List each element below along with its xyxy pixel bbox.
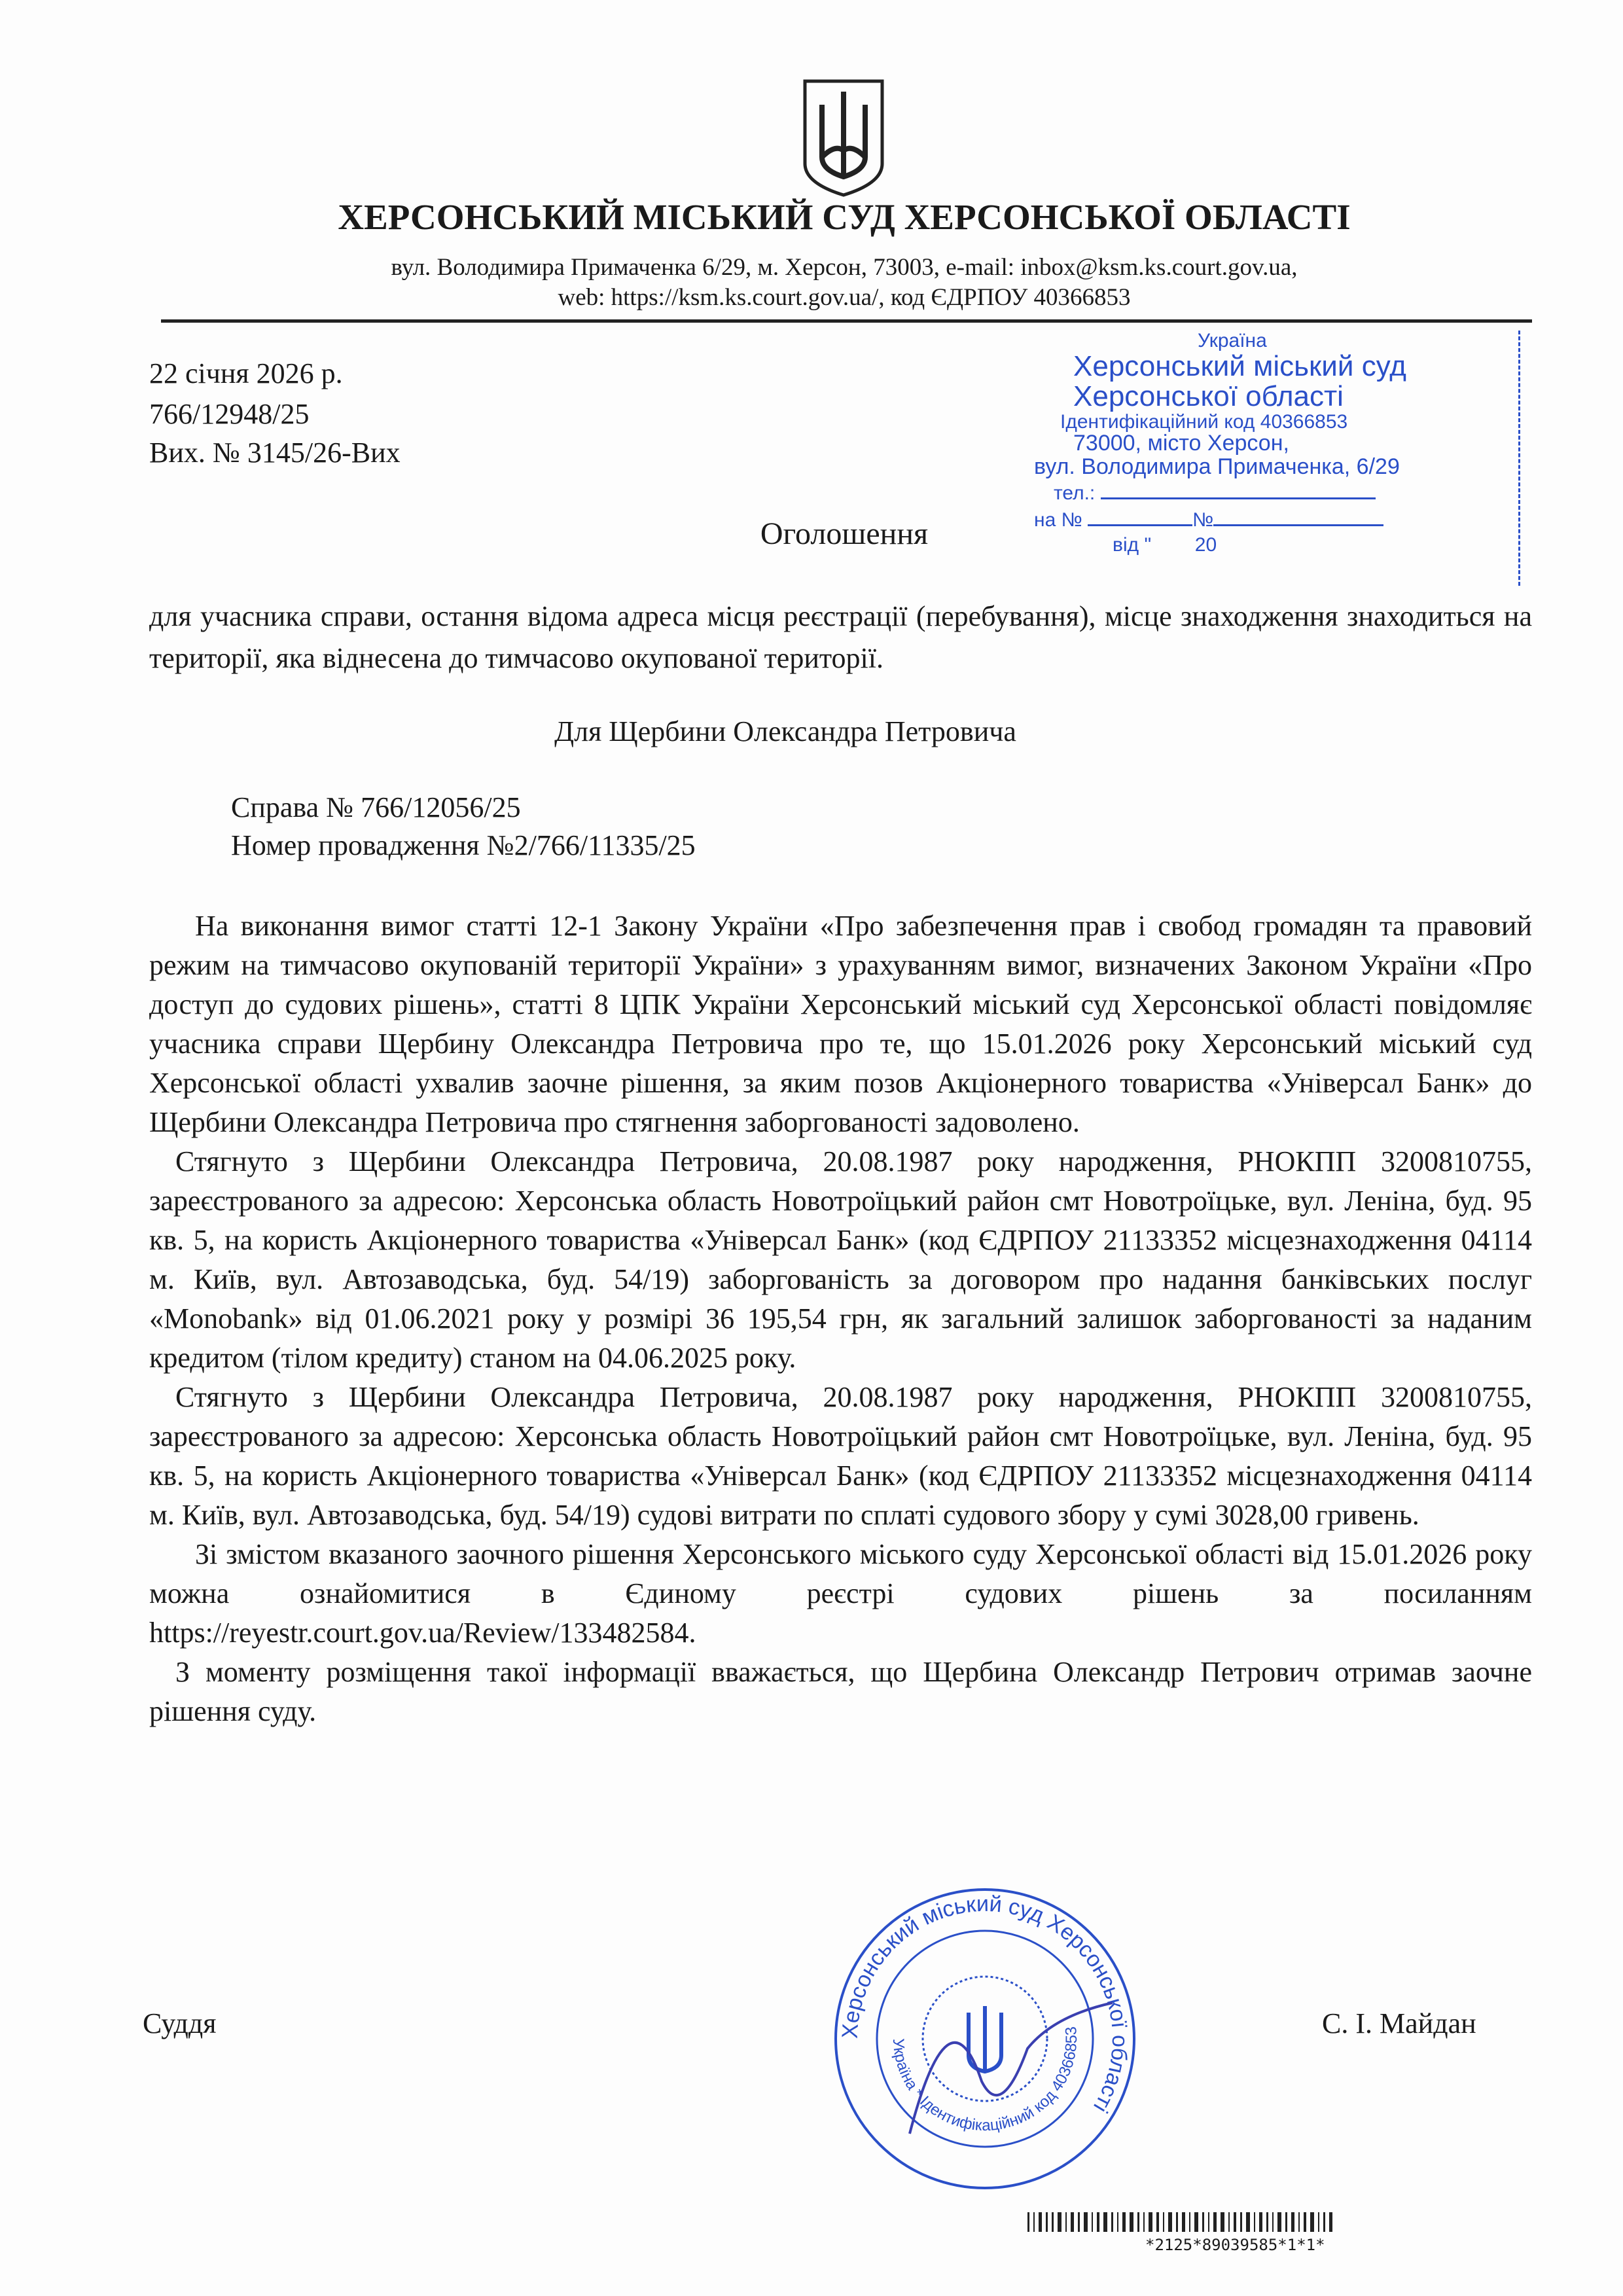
- barcode-bar: [1329, 2212, 1332, 2232]
- barcode-bar: [1143, 2212, 1145, 2232]
- announcement-intro: для учасника справи, остання відома адреса місця реєстрації (перебування), місце знаходження знаходиться на території, яка віднесена до тимчасово окупованої території.: [149, 600, 1532, 674]
- barcode-bar: [1240, 2212, 1242, 2232]
- body-paragraph: З моменту розміщення такої інформації вважається, що Щербина Олександр Петрович отримав заочне рішення суду.: [149, 1656, 1532, 1727]
- body-paragraph: На виконання вимог статті 12-1 Закону України «Про забезпечення прав і свобод громадян та правовий режим на тимчасово окупованій території України» з урахуванням вимог, визначених Законом України «Про доступ до судових рішень», статті 8 ЦПК України Херсонський міський суд Херсонської області повідомляє учасника справи Щербину Олександра Петровича про те, що 15.01.2026 року Херсонський міський суд Херсонської області ухвалив заочне рішення, за яким позов Акціонерного товариства «Універсал Банк» до Щербини Олександра Петровича про стягнення заборгованості задоволено.: [149, 910, 1532, 1138]
- stamp-text: 20: [1194, 533, 1217, 556]
- barcode-bar: [1071, 2212, 1074, 2232]
- round-court-seal: [831, 1885, 1139, 2193]
- barcode-bar: [1052, 2212, 1054, 2232]
- barcode: [1027, 2212, 1525, 2232]
- barcode-bar: [1122, 2212, 1126, 2232]
- barcode-bar: [1213, 2212, 1217, 2232]
- document-number: 766/12948/25: [149, 398, 310, 430]
- barcode-bar: [1163, 2212, 1164, 2232]
- barcode-bar: [1039, 2212, 1042, 2232]
- barcode-bar: [1097, 2212, 1099, 2232]
- recipient: Для Щербини Олександра Петровича: [554, 715, 1016, 747]
- barcode-bar: [1298, 2212, 1300, 2232]
- judge-name: С. І. Майдан: [1322, 2007, 1476, 2039]
- barcode-bar: [1092, 2212, 1093, 2232]
- stamp-text: Херсонської області: [1073, 380, 1344, 412]
- barcode-bar: [1228, 2212, 1230, 2232]
- barcode-bar: [1304, 2212, 1306, 2232]
- barcode-bar: [1189, 2212, 1190, 2232]
- stamp-text: на №: [1034, 509, 1082, 531]
- stamp-text: Україна: [1198, 330, 1267, 351]
- stamp-text: вул. Володимира Примаченка, 6/29: [1034, 454, 1400, 480]
- barcode-bar: [1176, 2212, 1178, 2232]
- barcode-bar: [1285, 2212, 1287, 2232]
- body-paragraph: Стягнуто з Щербини Олександра Петровича, 20.08.1987 року народження, РНОКПП 3200810755, зареєстрованого за адресою: Херсонська область Новотроїцький район смт Новотроїцьке, вул. Леніна, буд. 95 кв. 5, на користь Акціонерного товариства «Універсал Банк» (код ЄДРПОУ 21133352 місцезнаходження 04114 м. Київ, вул. Автозаводська, буд. 54/19) заборгованість за договором про надання банківських послуг «Monobank» від 01.06.2021 року у розмірі 36 195,54 грн, як загальний залишок заборгованості за наданим кредитом (тілом кредиту) станом на 04.06.2025 року.: [149, 1145, 1532, 1374]
- barcode-bar: [1084, 2212, 1088, 2232]
- barcode-bar: [1272, 2212, 1274, 2232]
- case-number: Справа № 766/12056/25: [231, 791, 521, 823]
- barcode-bar: [1259, 2212, 1262, 2232]
- document-date: 22 січня 2026 р.: [149, 357, 343, 389]
- body-paragraph: Стягнуто з Щербини Олександра Петровича, 20.08.1987 року народження, РНОКПП 3200810755, зареєстрованого за адресою: Херсонська область Новотроїцький район смт Новотроїцьке, вул. Леніна, буд. 95 кв. 5, на користь Акціонерного товариства «Універсал Банк» (код ЄДРПОУ 21133352 місцезнаходження 04114 м. Київ, вул. Автозаводська, буд. 54/19) судові витрати по сплаті судового збору у сумі 3028,00 гривень.: [149, 1381, 1532, 1531]
- barcode-bar: [1117, 2212, 1118, 2232]
- barcode-bar: [1103, 2212, 1107, 2232]
- barcode-bar: [1221, 2212, 1224, 2232]
- barcode-bar: [1046, 2212, 1048, 2232]
- header-divider: [161, 319, 1532, 323]
- barcode-bar: [1137, 2212, 1139, 2232]
- barcode-bar: [1202, 2212, 1204, 2232]
- barcode-bar: [1078, 2212, 1080, 2232]
- proceeding-number: Номер провадження №2/766/11335/25: [231, 829, 696, 861]
- barcode-bar: [1246, 2212, 1250, 2232]
- seal-outer-text: Херсонський міський суд Херсонської області: [837, 1891, 1133, 2117]
- barcode-bar: [1254, 2212, 1255, 2232]
- barcode-bar: [1318, 2212, 1319, 2232]
- stamp-text: №: [1192, 509, 1214, 531]
- barcode-bar: [1130, 2212, 1133, 2232]
- barcode-bar: [1234, 2212, 1236, 2232]
- barcode-bar: [1168, 2212, 1172, 2232]
- barcode-bar: [1058, 2212, 1061, 2232]
- barcode-bar: [1194, 2212, 1198, 2232]
- barcode-bar: [1266, 2212, 1268, 2232]
- judge-label: Суддя: [143, 2007, 217, 2039]
- barcode-bar: [1291, 2212, 1294, 2232]
- court-title: ХЕРСОНСЬКИЙ МІСЬКИЙ СУД ХЕРСОНСЬКОЇ ОБЛАСТІ: [338, 197, 1351, 237]
- barcode-bar: [1065, 2212, 1067, 2232]
- coat-of-arms-trident-icon: [802, 79, 885, 198]
- barcode-bar: [1027, 2212, 1029, 2232]
- body-paragraph: Зі змістом вказаного заочного рішення Херсонського міського суду Херсонської області від 15.01.2026 року можна ознайомитися в Єдиному реєстрі судових рішень за посиланням https://reyestr.court.gov.ua/Review/133482584.: [149, 1538, 1532, 1649]
- seal-inner-text: Україна * Ідентифікаційний код 40366853: [889, 2026, 1081, 2135]
- stamp-text: тел.:: [1054, 482, 1096, 504]
- barcode-bar: [1149, 2212, 1152, 2232]
- barcode-bar: [1111, 2212, 1113, 2232]
- barcode-bar: [1033, 2212, 1035, 2232]
- announcement-heading: Оголошення: [760, 516, 929, 551]
- barcode-bar: [1182, 2212, 1185, 2232]
- stamp-text: 73000, місто Херсон,: [1073, 431, 1289, 456]
- stamp-text: Ідентифікаційний код 40366853: [1060, 410, 1348, 433]
- stamp-text: Херсонський міський суд: [1073, 350, 1406, 382]
- barcode-text: *2125*89039585*1*1*: [1145, 2236, 1325, 2254]
- stamp-text: від ": [1113, 533, 1152, 556]
- barcode-bar: [1310, 2212, 1314, 2232]
- barcode-bar: [1156, 2212, 1159, 2232]
- barcode-bar: [1277, 2212, 1281, 2232]
- barcode-bar: [1208, 2212, 1209, 2232]
- barcode-bar: [1323, 2212, 1325, 2232]
- court-address: вул. Володимира Примаченка 6/29, м. Херсон, 73003, e-mail: inbox@ksm.ks.court.gov.ua,: [391, 254, 1298, 281]
- outgoing-number: Вих. № 3145/26-Вих: [149, 437, 401, 469]
- announcement-body: [149, 906, 1532, 1731]
- court-web: web: https://ksm.ks.court.gov.ua/, код ЄДРПОУ 40366853: [558, 284, 1131, 311]
